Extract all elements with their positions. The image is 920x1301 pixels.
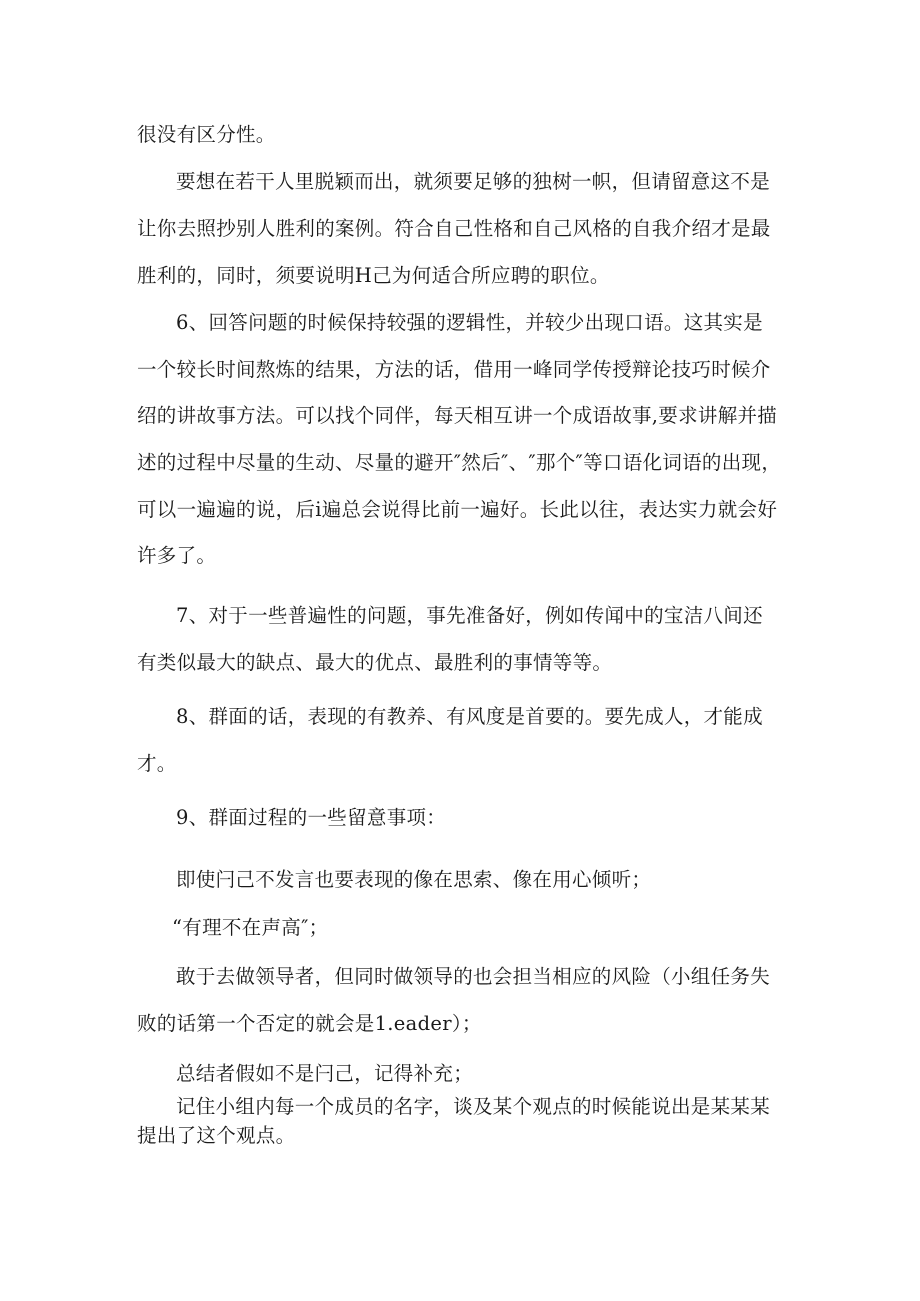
list-item-8: 8、群面的话，表现的有教养、有风度是首要的。要先成人，才能成 [176, 705, 763, 728]
text-line: 绍的讲故事方法。可以找个同伴，每天相互讲一个成语故事,要求讲解并描 [137, 404, 778, 427]
tip-line: “有理不在声高″； [172, 916, 329, 939]
tip-line: 即使闩己不发言也要表现的像在思索、像在用心倾听； [176, 868, 652, 891]
text-line: 有类似最大的缺点、最大的优点、最胜利的事情等等。 [137, 651, 613, 674]
list-item-7: 7、对于一些普遍性的问题，事先准备好，例如传闻中的宝洁八间还 [176, 604, 763, 627]
list-item-6: 6、回答问题的时候保持较强的逻辑性，并较少出现口语。这其实是 [176, 311, 763, 334]
text-line: 要想在若干人里脱颖而出，就须要足够的独树一帜，但请留意这不是 [176, 170, 771, 193]
tip-line: 总结者假如不是闩己，记得补充； [176, 1062, 474, 1085]
text-line: 提出了这个观点。 [137, 1124, 296, 1147]
text-line: 一个较长时间熬炼的结果，方法的话，借用一峰同学传授辩论技巧时候介 [137, 358, 771, 381]
text-line: 让你去照抄别人胜利的案例。符合自己性格和自己风格的自我介绍才是最 [137, 217, 771, 240]
text-line: 述的过程中尽量的生动、尽量的避开″然后″、″那个″等口语化词语的出现， [137, 451, 782, 474]
text-line: 胜利的，同时，须要说明H己为何适合所应聘的职位。 [137, 264, 610, 287]
text-line: 许多了。 [137, 544, 217, 567]
tip-line: 敢于去做领导者，但同时做领导的也会担当相应的风险（小组任务失 [176, 965, 771, 988]
text-line: 可以一遍遍的说，后i遍总会说得比前一遍好。长此以往，表达实力就会好 [137, 498, 778, 521]
list-item-9: 9、群面过程的一些留意事项： [176, 806, 447, 829]
text-line: 很没有区分性。 [137, 123, 276, 146]
tip-line: 记住小组内每一个成员的名字，谈及某个观点的时候能说出是某某某 [176, 1095, 771, 1118]
text-line: 才。 [137, 752, 177, 775]
text-line: 败的话第一个否定的就会是1.eader）； [137, 1012, 482, 1035]
